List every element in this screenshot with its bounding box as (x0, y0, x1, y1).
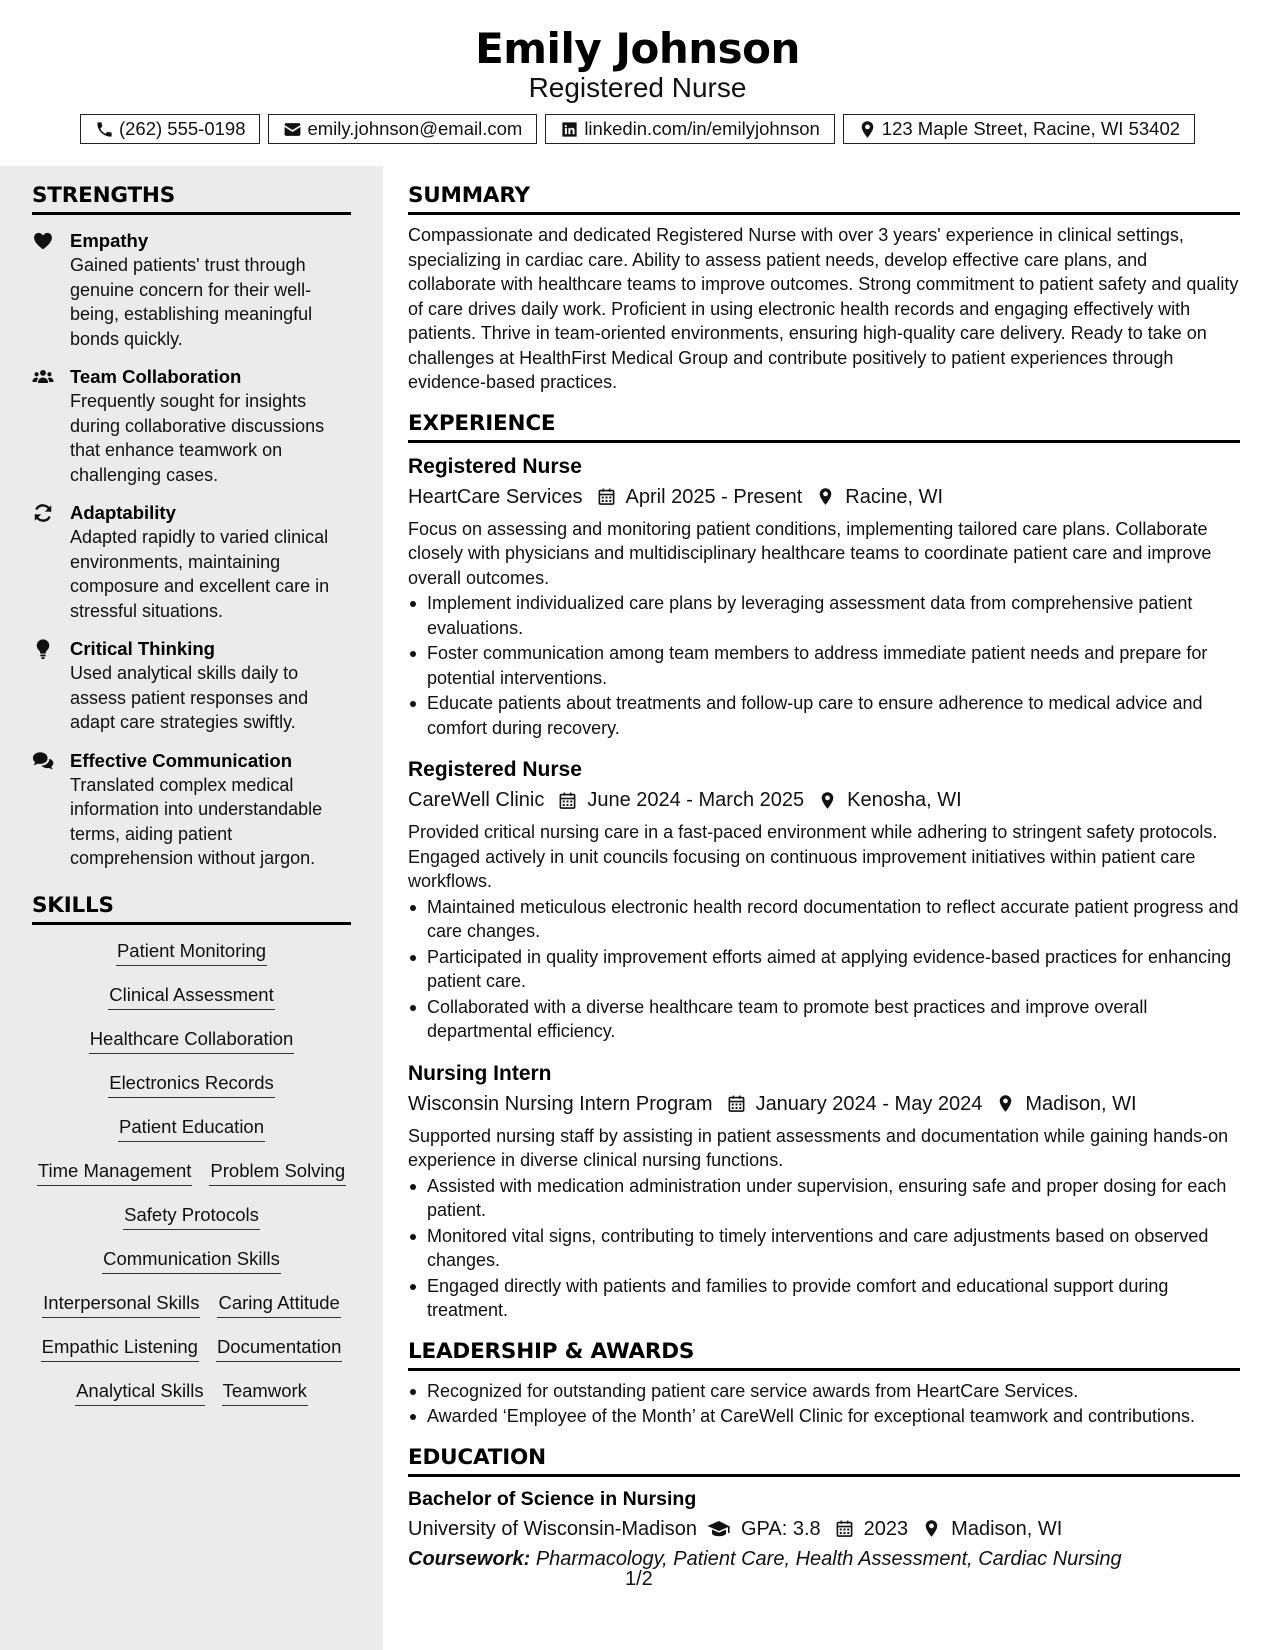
heart-icon (32, 230, 54, 252)
strength-desc: Frequently sought for insights during collaborative discussions that enhance teamwork on challenging cases. (70, 391, 325, 485)
list-item: Participated in quality improvement efforts aimed at applying evidence-based practices for enhancing patient care. (408, 945, 1240, 994)
contact-email[interactable] (268, 114, 537, 144)
calendar-icon (558, 791, 577, 810)
list-item: Implement individualized care plans by leveraging assessment data from comprehensive patient evaluations. (408, 591, 1240, 640)
education-heading: EDUCATION (408, 1445, 1240, 1477)
job-role: Registered Nurse (408, 454, 582, 478)
strength-item (32, 365, 351, 487)
job-role: Registered Nurse (408, 758, 582, 781)
strength-name: Effective Communication (70, 749, 293, 771)
strength-desc: Used analytical skills daily to assess patient responses and adapt care strategies swiftly. (70, 663, 309, 732)
contact-linkedin-text: linkedin.com/in/emilyjohnson (584, 118, 820, 139)
job-dates: June 2024 - March 2025 (587, 789, 805, 811)
calendar-icon (835, 1519, 854, 1538)
experience-section (408, 411, 1240, 1323)
strength-name: Adaptability (70, 502, 176, 523)
job-bullets (408, 1174, 1240, 1323)
skills-heading: SKILLS (32, 893, 351, 925)
skill-tag: Problem Solving (209, 1159, 346, 1186)
strength-item (32, 501, 351, 623)
job-dates: January 2024 - May 2024 (755, 1092, 983, 1115)
list-item: Recognized for outstanding patient care service awards from HeartCare Services. (408, 1379, 1240, 1404)
candidate-title: Registered Nurse (528, 72, 747, 103)
job-org: Wisconsin Nursing Intern Program (408, 1092, 713, 1115)
skill-tag: Time Management (37, 1159, 193, 1186)
strength-name: Empathy (70, 230, 149, 251)
edu-coursework (408, 1544, 1240, 1574)
job-location: Madison, WI (1025, 1092, 1137, 1115)
job-bullets (408, 591, 1240, 740)
contact-email-text: emily.johnson@email.com (307, 118, 523, 139)
list-item: Maintained meticulous electronic health record documentation to reflect accurate patient progress and care changes. (408, 895, 1240, 944)
skill-tag: Teamwork (222, 1379, 308, 1406)
contact-bar (0, 114, 1275, 144)
strength-name: Critical Thinking (70, 638, 215, 659)
job-meta (408, 482, 1240, 512)
strength-desc: Adapted rapidly to varied clinical environments, maintaining composure and excellent care in stressful situations. (70, 527, 330, 621)
map-pin-icon (922, 1519, 941, 1538)
job-bullets (408, 895, 1240, 1044)
edu-gpa: GPA: 3.8 (740, 1517, 821, 1540)
skill-tag: Patient Education (118, 1115, 265, 1142)
coursework-text: Pharmacology, Patient Care, Health Assessment, Cardiac Nursing (535, 1547, 1122, 1570)
contact-address[interactable] (843, 114, 1195, 144)
job-org: HeartCare Services (408, 485, 583, 508)
contact-address-text: 123 Maple Street, Racine, WI 53402 (881, 118, 1181, 139)
lightbulb-icon (32, 638, 54, 660)
experience-heading: EXPERIENCE (408, 411, 1240, 443)
leadership-heading: LEADERSHIP & AWARDS (408, 1339, 1240, 1371)
candidate-name: Emily Johnson (475, 24, 800, 73)
graduation-cap-icon (707, 1517, 731, 1541)
sidebar (0, 166, 383, 1650)
page-number: 1/2 (625, 1568, 653, 1590)
skill-tag: Communication Skills (102, 1247, 281, 1274)
skill-tag: Empathic Listening (41, 1335, 199, 1362)
list-item: Foster communication among team members to address immediate patient needs and prepare for potential interventions. (408, 641, 1240, 690)
map-pin-icon (818, 791, 837, 810)
summary-text: Compassionate and dedicated Registered Nurse with over 3 years' experience in clinical settings, specializing in cardiac care. Ability to assess patient needs, develop effective care plans, and collaborate with healthcare teams to improve outcomes. Strong commitment to patient safety and quality of care drives daily work. Proficient in using electronic health records and engaging effectively with patients. Thrive in team-oriented environments, ensuring high-quality care delivery. Ready to take on challenges at HealthFirst Medical Group and contribute positively to patient experiences through evidence-based practices. (408, 225, 1239, 392)
job-desc: Supported nursing staff by assisting in patient assessments and documentation while gaining hands-on experience in diverse clinical nursing functions. (408, 1125, 1229, 1170)
comments-icon (32, 750, 54, 772)
job-desc: Provided critical nursing care in a fast-paced environment while adhering to stringent safety protocols. Engaged actively in unit councils focusing on continuous improvement initiatives within patient care workflows. (408, 822, 1218, 891)
edu-year: 2023 (863, 1517, 909, 1540)
users-icon (32, 366, 54, 388)
edu-school: University of Wisconsin-Madison (408, 1517, 697, 1540)
job-entry (408, 1060, 1240, 1323)
job-desc: Focus on assessing and monitoring patient conditions, implementing tailored care plans. Collaborate closely with physicians and multidisciplinary healthcare teams to coordinate patient care and improve overall outcomes. (408, 518, 1212, 588)
skill-tag: Safety Protocols (123, 1203, 260, 1230)
job-location: Kenosha, WI (847, 789, 962, 811)
sync-icon (32, 502, 54, 524)
skill-tag: Interpersonal Skills (42, 1291, 200, 1318)
job-meta (408, 1089, 1240, 1119)
envelope-icon (283, 120, 302, 139)
summary-heading: SUMMARY (408, 183, 1240, 215)
job-entry (408, 453, 1240, 741)
calendar-icon (727, 1094, 746, 1113)
job-dates: April 2025 - Present (625, 485, 803, 508)
coursework-label: Coursework: (408, 1547, 531, 1570)
main-content (408, 166, 1240, 1574)
education-section (408, 1445, 1240, 1574)
strength-item (32, 229, 351, 351)
strength-item (32, 749, 351, 871)
skill-tag: Documentation (216, 1335, 342, 1362)
job-meta (408, 785, 1240, 815)
map-pin-icon (996, 1094, 1015, 1113)
edu-location: Madison, WI (951, 1517, 1063, 1540)
list-item: Educate patients about treatments and follow-up care to ensure adherence to medical advice and comfort during recovery. (408, 691, 1240, 740)
map-pin-icon (816, 487, 835, 506)
strengths-list (32, 229, 351, 871)
skill-tag: Healthcare Collaboration (89, 1027, 295, 1054)
job-org: CareWell Clinic (408, 789, 545, 811)
resume-header (0, 0, 1275, 166)
job-location: Racine, WI (845, 485, 944, 508)
skill-tag: Caring Attitude (217, 1291, 340, 1318)
list-item: Monitored vital signs, contributing to timely interventions and care adjustments based on observed changes. (408, 1224, 1240, 1273)
list-item: Assisted with medication administration under supervision, ensuring safe and proper dosing for each patient. (408, 1174, 1240, 1223)
strength-desc: Translated complex medical information into understandable terms, aiding patient comprehension without jargon. (70, 774, 323, 868)
contact-linkedin[interactable] (545, 114, 834, 144)
skill-tag: Patient Monitoring (116, 939, 267, 966)
edu-degree: Bachelor of Science in Nursing (408, 1487, 697, 1510)
list-item: Awarded ‘Employee of the Month’ at CareWell Clinic for exceptional teamwork and contributions. (408, 1404, 1240, 1429)
list-item: Collaborated with a diverse healthcare team to promote best practices and improve overall departmental efficiency. (408, 995, 1240, 1044)
skill-tag: Analytical Skills (75, 1379, 205, 1406)
strengths-heading: STRENGTHS (32, 183, 351, 215)
skill-tag: Clinical Assessment (108, 983, 275, 1010)
strength-item (32, 637, 351, 735)
skills-list (32, 939, 351, 1406)
strength-name: Team Collaboration (70, 366, 242, 387)
linkedin-icon (560, 120, 579, 139)
contact-phone-text: (262) 555-0198 (118, 118, 246, 139)
strength-desc: Gained patients' trust through genuine concern for their well-being, establishing meaningful bonds quickly. (70, 255, 313, 349)
edu-meta (408, 1514, 1240, 1544)
leadership-bullets (408, 1379, 1240, 1429)
map-pin-icon (858, 120, 877, 139)
summary-section (408, 183, 1240, 395)
list-item: Engaged directly with patients and families to provide comfort and educational support during treatment. (408, 1274, 1240, 1323)
calendar-icon (597, 487, 616, 506)
contact-phone[interactable] (80, 114, 261, 144)
skill-tag: Electronics Records (108, 1071, 275, 1098)
phone-icon (95, 120, 114, 139)
job-entry (408, 756, 1240, 1044)
job-role: Nursing Intern (408, 1061, 552, 1085)
leadership-section (408, 1339, 1240, 1429)
